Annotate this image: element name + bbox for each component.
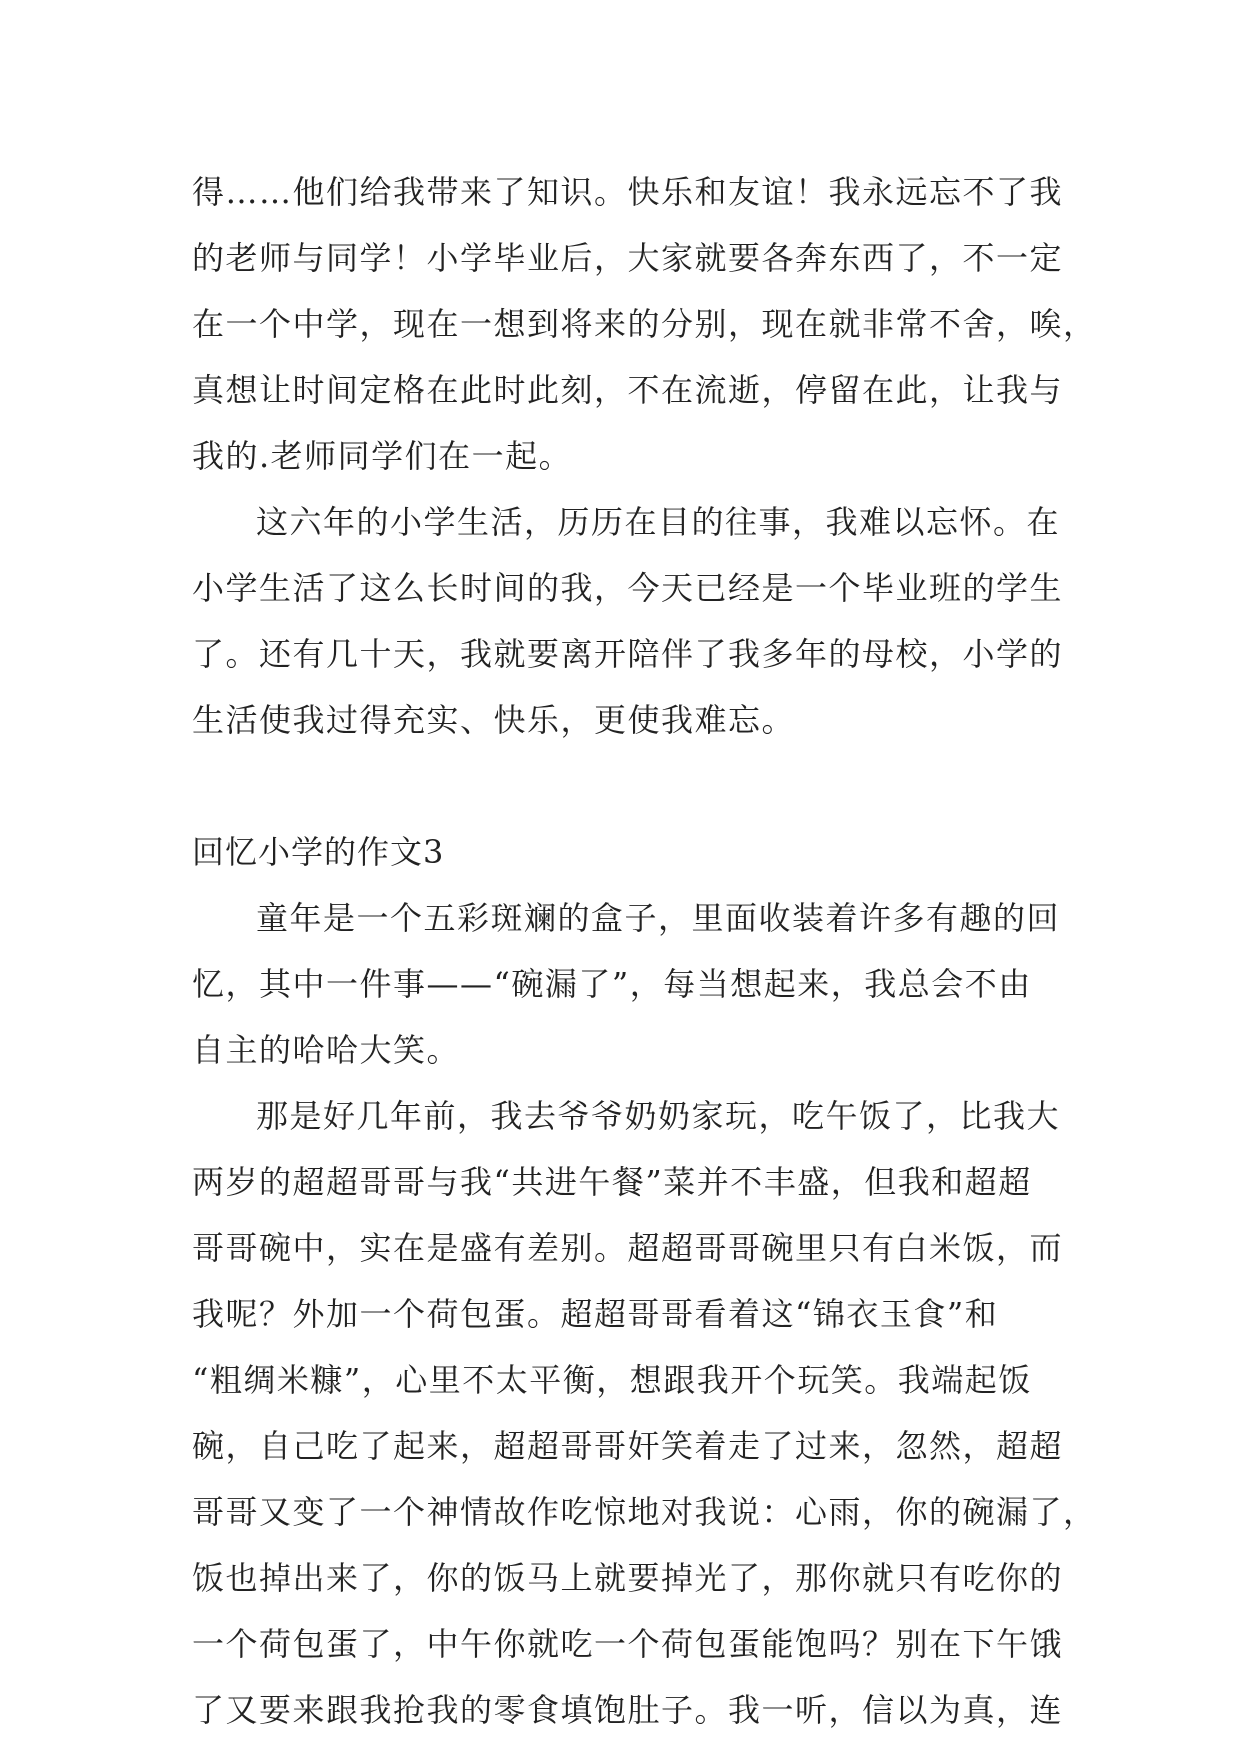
text-line: 了又要来跟我抢我的零食填饱肚子。我一听，信以为真，连 — [192, 1691, 1064, 1729]
text-line: 我呢？外加一个荷包蛋。超超哥哥看着这“锦衣玉食”和 — [192, 1295, 999, 1333]
paragraph-2 — [192, 489, 1062, 753]
text-line: 在一个中学，现在一想到将来的分别，现在就非常不舍，唉， — [192, 305, 1097, 343]
text-line: 真想让时间定格在此时此刻，不在流逝，停留在此，让我与 — [192, 371, 1064, 409]
text-line: 这六年的小学生活，历历在目的往事，我难以忘怀。在 — [256, 503, 1061, 541]
text-line: “粗绸米糠”，心里不太平衡，想跟我开个玩笑。我端起饭 — [192, 1361, 1032, 1399]
text-line: 得……他们给我带来了知识。快乐和友谊！我永远忘不了我 — [192, 173, 1064, 211]
text-line: 一个荷包蛋了，中午你就吃一个荷包蛋能饱吗？别在下午饿 — [192, 1625, 1064, 1663]
paragraph-1 — [192, 159, 1097, 489]
text-line: 了。还有几十天，我就要离开陪伴了我多年的母校，小学的 — [192, 635, 1064, 673]
section-spacer — [192, 753, 1062, 819]
section-heading: 回忆小学的作文3 — [192, 833, 445, 871]
text-line: 童年是一个五彩斑斓的盒子，里面收装着许多有趣的回 — [256, 899, 1061, 937]
text-line: 哥哥碗中，实在是盛有差别。超超哥哥碗里只有白米饭，而 — [192, 1229, 1064, 1267]
text-line: 那是好几年前，我去爷爷奶奶家玩，吃午饭了，比我大 — [256, 1097, 1061, 1135]
text-line: 忆，其中一件事——“碗漏了”，每当想起来，我总会不由 — [192, 965, 1032, 1003]
text-line: 的老师与同学！小学毕业后，大家就要各奔东西了，不一定 — [192, 239, 1064, 277]
paragraph-4 — [192, 1083, 1097, 1743]
text-line: 饭也掉出来了，你的饭马上就要掉光了，那你就只有吃你的 — [192, 1559, 1064, 1597]
text-line: 我的.老师同学们在一起。 — [192, 437, 573, 475]
text-line: 两岁的超超哥哥与我“共进午餐”菜并不丰盛，但我和超超 — [192, 1163, 1032, 1201]
text-line: 生活使我过得充实、快乐，更使我难忘。 — [192, 701, 796, 739]
text-line: 哥哥又变了一个神情故作吃惊地对我说：心雨，你的碗漏了， — [192, 1493, 1097, 1531]
document-body — [192, 159, 1097, 1743]
text-line: 碗，自己吃了起来，超超哥哥奸笑着走了过来，忽然，超超 — [192, 1427, 1064, 1465]
text-line: 自主的哈哈大笑。 — [192, 1031, 461, 1069]
text-line: 小学生活了这么长时间的我，今天已经是一个毕业班的学生 — [192, 569, 1064, 607]
paragraph-3 — [192, 885, 1062, 1083]
